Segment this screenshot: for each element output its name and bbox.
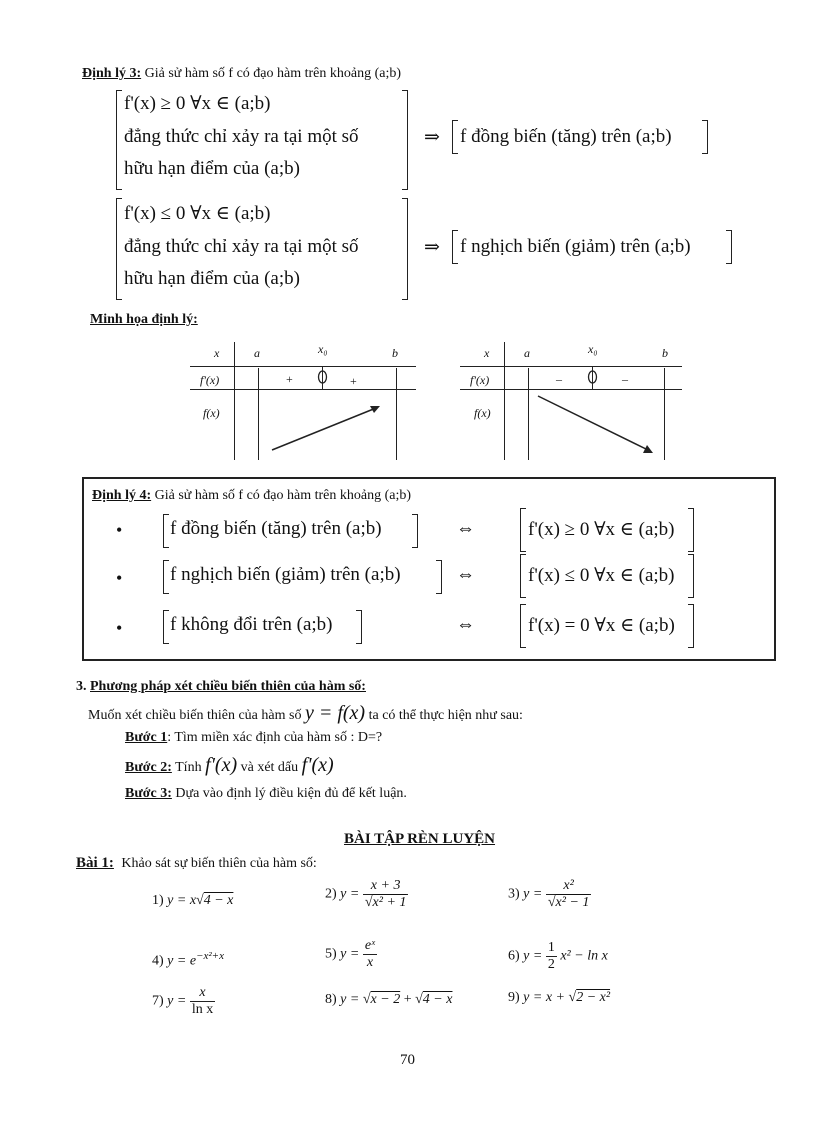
- step2-math1: f'(x): [205, 754, 238, 776]
- theorem4-intro-line: [92, 488, 411, 504]
- step3: [125, 786, 407, 802]
- case1-result-lbracket: [452, 120, 458, 154]
- theorem4-row1-left: f đồng biến (tăng) trên (a;b): [170, 518, 382, 539]
- exercise-3: 3) y = $\frac{\text{x²}}{\text{√x² − 1}}$: [508, 878, 590, 910]
- step3-label: Bước 3:: [125, 786, 172, 801]
- section3-intro: [88, 702, 523, 725]
- theorem3-intro-line: [82, 66, 401, 82]
- case1-arrow: ⇒: [424, 127, 440, 148]
- theorem4-row3-arrow: ⇔: [456, 614, 475, 635]
- table2-sign2: –: [622, 372, 628, 386]
- theorem4-intro: Giả sử hàm số f có đạo hàm trên khoảng (a;b): [154, 488, 412, 503]
- table1-graph: [180, 360, 420, 460]
- case2-result-lbracket: [452, 230, 458, 264]
- illustration-label: Minh họa định lý:: [90, 312, 198, 327]
- table2-graph: [450, 360, 690, 460]
- step2-text2: và xét dấu: [240, 760, 299, 775]
- exercise-5: 5) y = $\frac{\text{eˣ}}{x}$: [325, 938, 376, 970]
- table1-zero-mark: [319, 371, 327, 383]
- theorem4-row2-arrow: ⇔: [456, 564, 475, 585]
- exercise-7: 7) y = $\frac{x}{\text{ln x}}$: [152, 985, 214, 1017]
- exercise-9: 9) y = x + √2 − x²: [508, 990, 611, 1005]
- section3-intro-math: y = f(x): [304, 702, 366, 724]
- exercises-heading: BÀI TẬP RÈN LUYỆN: [344, 831, 496, 847]
- bai1-text: Khảo sát sự biến thiên của hàm số:: [121, 856, 317, 871]
- step2-label: Bước 2:: [125, 760, 172, 775]
- case2-left-bracket: [116, 198, 122, 300]
- table2-sign1: –: [556, 372, 562, 386]
- theorem4-row1-bullet: •: [116, 520, 123, 540]
- case1-right-bracket: [402, 90, 408, 190]
- theorem4-row3-left: f không đổi trên (a;b): [170, 614, 333, 635]
- exercise-6: 6) y = $\frac{1}{2}$ x² − ln x: [508, 940, 608, 972]
- table2-decreasing-arrow: [538, 396, 648, 450]
- table2-f: f(x): [474, 406, 491, 420]
- section3-intro-after: ta có thể thực hiện như sau:: [368, 708, 523, 723]
- step3-text: Dựa vào định lý điều kiện đủ để kết luận.: [175, 786, 407, 801]
- exercise-1: 1) y = x√4 − x: [152, 893, 234, 908]
- case1-cond2: đẳng thức chỉ xảy ra tại một số: [124, 126, 359, 147]
- case2-cond2: đẳng thức chỉ xảy ra tại một số: [124, 236, 359, 257]
- section3-number: 3.: [76, 679, 87, 694]
- table1-x: x: [214, 346, 220, 360]
- exercise-8: 8) y = √x − 2 + √4 − x: [325, 992, 453, 1007]
- table2-b: b: [662, 346, 668, 360]
- case1-cond3: hữu hạn điểm của (a;b): [124, 158, 300, 179]
- theorem4-row3-right: f'(x) = 0 ∀x ∈ (a;b): [528, 615, 675, 636]
- step1-label: Bước 1: [125, 730, 168, 745]
- case2-arrow: ⇒: [424, 237, 440, 258]
- case2-cond1: f'(x) ≤ 0 ∀x ∈ (a;b): [124, 203, 271, 224]
- case1-cond1: f'(x) ≥ 0 ∀x ∈ (a;b): [124, 93, 271, 114]
- theorem4-row3-bullet: •: [116, 618, 123, 638]
- theorem4-row2-left: f nghịch biến (giảm) trên (a;b): [170, 564, 401, 585]
- case1-left-bracket: [116, 90, 122, 190]
- step1-text: : Tìm miền xác định của hàm số : D=?: [167, 730, 383, 745]
- theorem3-label: Định lý 3:: [82, 66, 142, 81]
- exercise-2: 2) y = $\frac{x + 3}{\text{√x² + 1}}$: [325, 878, 407, 910]
- section3-intro-before: Muốn xét chiều biến thiên của hàm số: [88, 708, 302, 723]
- theorem4-row2-right: f'(x) ≤ 0 ∀x ∈ (a;b): [528, 565, 675, 586]
- table2-x: x: [484, 346, 490, 360]
- bai1-line: [76, 855, 317, 872]
- case2-result: f nghịch biến (giảm) trên (a;b): [460, 236, 691, 257]
- bai1-label: Bài 1:: [76, 855, 114, 871]
- case2-cond3: hữu hạn điểm của (a;b): [124, 268, 300, 289]
- theorem4-row1-right: f'(x) ≥ 0 ∀x ∈ (a;b): [528, 519, 675, 540]
- table2-a: a: [524, 346, 530, 360]
- table2-x0: x₀: [588, 342, 598, 356]
- theorem4-label: Định lý 4:: [92, 488, 152, 503]
- case2-right-bracket: [402, 198, 408, 300]
- step2-text1: Tính: [175, 760, 202, 775]
- table2-zero-mark: [589, 371, 597, 383]
- theorem4-row1-arrow: ⇔: [456, 518, 475, 539]
- section3-title: Phương pháp xét chiều biến thiên của hàm số:: [90, 679, 366, 694]
- table1-x0: x₀: [318, 342, 328, 356]
- section3-heading: [76, 679, 366, 695]
- exercise-4: 4) $y = e^{-x^2+x}$: [152, 950, 224, 969]
- step2: [125, 754, 334, 777]
- table1-f: f(x): [203, 406, 220, 420]
- case2-result-rbracket: [726, 230, 732, 264]
- step2-math2: f'(x): [301, 754, 334, 776]
- table1-fp: f'(x): [200, 373, 220, 387]
- table1-sign2: +: [350, 374, 357, 388]
- table1-a: a: [254, 346, 260, 360]
- case1-result: f đồng biến (tăng) trên (a;b): [460, 126, 672, 147]
- table1-increasing-arrow: [272, 408, 376, 450]
- theorem4-row2-bullet: •: [116, 568, 123, 588]
- table1-sign1: +: [286, 372, 293, 386]
- step1: [125, 730, 382, 746]
- table2-fp: f'(x): [470, 373, 490, 387]
- case1-result-rbracket: [702, 120, 708, 154]
- page-number: 70: [400, 1052, 415, 1068]
- theorem3-intro: Giả sử hàm số f có đạo hàm trên khoảng (a;b): [144, 66, 402, 81]
- table1-b: b: [392, 346, 398, 360]
